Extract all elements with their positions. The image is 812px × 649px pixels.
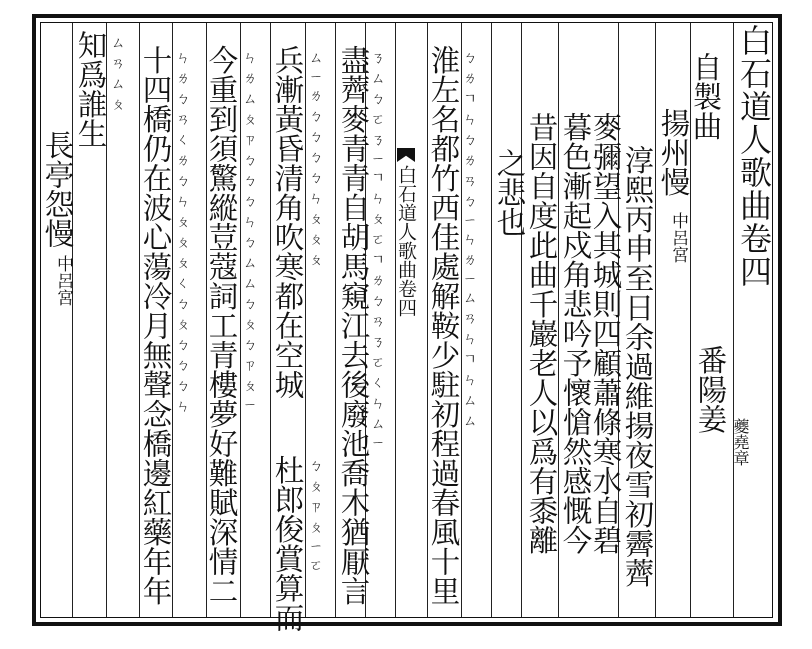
book-title: 白石道人歌曲卷四 <box>735 24 773 288</box>
preface-line: 昔因自度此曲千巖老人以爲有黍離 <box>524 112 559 555</box>
preface-line: 暮色漸起戍角悲吟予懷愴然感慨今 <box>558 112 593 555</box>
lyric-line: 今重到須驚縱荳蔻詞工青樓夢好難賦深情二 <box>204 45 239 606</box>
lyric-line: 知爲誰生 <box>73 30 108 148</box>
column-divider <box>72 23 73 617</box>
notation-line: ㄅㄌㄱㄣㄅㄌㄢㄅㄧㄣㄌㄧㄙㄢㄣㄱㄣㄙㄙ <box>461 50 477 434</box>
lyric-line: 兵漸黃昏清角吹寒都在空城 <box>270 45 305 399</box>
notation-line: ㄋㄙㄅㄛㄋㄧㄱㄣㄆㄛㄱㄌㄅㄢㄋㄛㄑㄣㄙㄧ <box>369 50 385 455</box>
preface-line: 麥彌望入其城則四顧蕭條寒水自碧 <box>588 112 623 555</box>
notation-line: ㄙㄧㄌㄅㄅㄅㄅㄣㄆㄆㄆ <box>307 50 323 273</box>
column-divider <box>395 23 396 617</box>
notation-line: ㄣㄌㄅㄢㄑㄌㄅㄣㄆㄆㄆㄑㄅㄆㄅㄅㄅㄣ <box>174 50 190 419</box>
column-divider <box>733 23 734 617</box>
lyric-line: 十四橋仍在波心蕩冷月無聲念橋邊紅藥年年 <box>138 45 173 606</box>
column-divider <box>655 23 656 617</box>
piece-title: 長亭怨慢 <box>40 130 75 248</box>
column-divider <box>491 23 492 617</box>
author-name: 夔堯章 <box>731 418 750 466</box>
lyric-line: 盡薺麥青青自胡馬窺江去後廢池喬木猶厭言 <box>336 45 371 606</box>
preface-line: 之悲也 <box>492 148 527 237</box>
notation-line: ㄅㄆㄗㄆㄧㄛ <box>307 458 323 579</box>
lyric-line: 淮左名都竹西佳處解鞍少駐初程過春風十里 <box>426 45 461 606</box>
author-surname: 番陽姜 <box>693 345 728 434</box>
preface-line: 淳熙丙申至日余過維揚夜雪初霽薺 <box>620 145 655 588</box>
column-divider <box>335 23 336 617</box>
mode-label: 中呂宮 <box>53 255 73 306</box>
piece-title: 揚州慢 <box>656 108 691 197</box>
notation-line: ㄣㄌㄙㄆㄗㄅㄅㄅㄣㄅㄙㄙㄅㄆㄅㄗㄆㄧ <box>241 50 257 417</box>
fishtail-marker <box>397 148 415 162</box>
mode-label: 中呂宮 <box>668 212 688 263</box>
section-heading: 自製曲 <box>688 52 723 141</box>
lyric-line: 杜郎俊賞算而 <box>270 455 305 632</box>
column-divider <box>305 23 306 617</box>
column-divider <box>521 23 522 617</box>
block-label: 白石道人歌曲卷四 <box>396 148 415 317</box>
notation-line: ㄙㄢㄙㄆ <box>109 35 125 117</box>
